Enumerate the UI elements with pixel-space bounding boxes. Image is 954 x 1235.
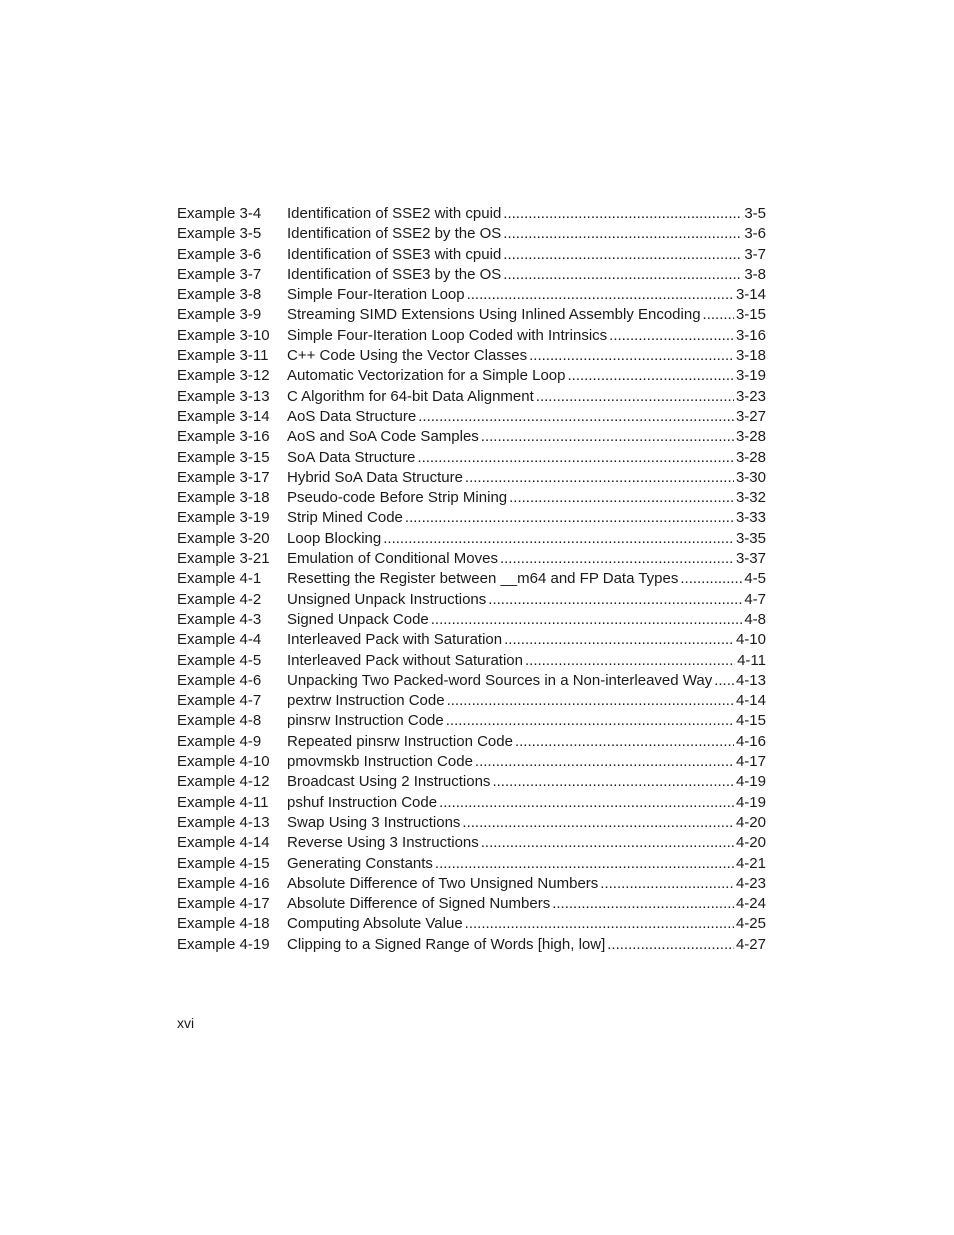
page-reference: 4-10 <box>735 631 766 649</box>
dot-leader <box>503 265 742 285</box>
example-number: Example 4-3 <box>177 610 262 628</box>
toc-entry <box>177 366 766 386</box>
toc-entry <box>177 569 766 589</box>
example-number: Example 3-13 <box>177 387 270 405</box>
example-number: Example 4-6 <box>177 671 262 689</box>
example-number: Example 4-10 <box>177 753 270 771</box>
page-reference: 4-13 <box>735 671 766 689</box>
example-number: Example 4-11 <box>177 793 269 811</box>
example-title: Absolute Difference of Signed Numbers <box>287 895 551 913</box>
dot-leader <box>417 448 734 468</box>
page-reference: 3-19 <box>735 367 766 385</box>
page-reference: 4-17 <box>735 753 766 771</box>
page-reference: 3-32 <box>735 489 766 507</box>
dot-leader <box>447 691 734 711</box>
toc-entry <box>177 305 766 325</box>
dot-leader <box>462 813 734 833</box>
toc-entry <box>177 894 766 914</box>
dot-leader <box>680 569 742 589</box>
toc-entry <box>177 326 766 346</box>
example-title: Signed Unpack Code <box>287 610 429 628</box>
dot-leader <box>465 914 734 934</box>
example-number: Example 4-15 <box>177 854 270 872</box>
toc-entry <box>177 508 766 528</box>
example-title: Emulation of Conditional Moves <box>287 550 498 568</box>
example-title: Broadcast Using 2 Instructions <box>287 773 491 791</box>
toc-entry <box>177 752 766 772</box>
example-title: Identification of SSE3 by the OS <box>287 265 502 283</box>
dot-leader <box>703 305 734 325</box>
page-reference: 3-16 <box>735 326 766 344</box>
toc-entry <box>177 285 766 305</box>
page-reference: 3-28 <box>735 448 766 466</box>
example-number: Example 3-12 <box>177 367 270 385</box>
toc-entry <box>177 854 766 874</box>
dot-leader <box>607 935 734 955</box>
page-reference: 4-21 <box>735 854 766 872</box>
dot-leader <box>503 245 742 265</box>
example-title: Swap Using 3 Instructions <box>287 813 461 831</box>
dot-leader <box>714 671 734 691</box>
example-title: Loop Blocking <box>287 529 382 547</box>
toc-entry <box>177 529 766 549</box>
dot-leader <box>503 224 742 244</box>
page-reference: 4-16 <box>735 732 766 750</box>
dot-leader <box>525 651 735 671</box>
dot-leader <box>609 326 734 346</box>
example-number: Example 4-17 <box>177 895 270 913</box>
page-reference: 4-24 <box>735 895 766 913</box>
dot-leader <box>492 772 734 792</box>
example-number: Example 4-5 <box>177 651 262 669</box>
page-reference: 3-35 <box>735 529 766 547</box>
toc-entry <box>177 427 766 447</box>
page-reference: 4-19 <box>735 773 766 791</box>
example-title: AoS and SoA Code Samples <box>287 428 479 446</box>
example-title: C++ Code Using the Vector Classes <box>287 347 528 365</box>
example-number: Example 3-21 <box>177 550 270 568</box>
example-number: Example 3-15 <box>177 448 270 466</box>
example-number: Example 4-19 <box>177 935 270 953</box>
toc-entry <box>177 813 766 833</box>
dot-leader <box>431 610 743 630</box>
example-title: Computing Absolute Value <box>287 915 463 933</box>
example-title: Interleaved Pack without Saturation <box>287 651 523 669</box>
example-number: Example 3-17 <box>177 468 270 486</box>
toc-entry <box>177 874 766 894</box>
example-number: Example 3-11 <box>177 347 269 365</box>
dot-leader <box>465 468 734 488</box>
toc-entry <box>177 590 766 610</box>
dot-leader <box>405 508 734 528</box>
dot-leader <box>439 793 734 813</box>
page-reference: 3-7 <box>744 245 766 263</box>
example-title: Streaming SIMD Extensions Using Inlined Assembly Encoding <box>287 306 701 324</box>
dot-leader <box>529 346 734 366</box>
dot-leader <box>418 407 734 427</box>
page-reference: 4-27 <box>735 935 766 953</box>
example-title: Repeated pinsrw Instruction Code <box>287 732 513 750</box>
toc-entry <box>177 651 766 671</box>
example-number: Example 4-18 <box>177 915 270 933</box>
page-reference: 3-15 <box>735 306 766 324</box>
toc-entry <box>177 772 766 792</box>
example-title: Resetting the Register between __m64 and FP Data Types <box>287 570 679 588</box>
page-reference: 4-23 <box>735 874 766 892</box>
toc-entry <box>177 387 766 407</box>
example-number: Example 3-16 <box>177 428 270 446</box>
example-title: pinsrw Instruction Code <box>287 712 444 730</box>
example-title: Unpacking Two Packed-word Sources in a Non-interleaved Way <box>287 671 713 689</box>
page-reference: 4-15 <box>735 712 766 730</box>
dot-leader <box>383 529 734 549</box>
toc-entry <box>177 793 766 813</box>
example-number: Example 3-5 <box>177 225 262 243</box>
page-reference: 3-18 <box>735 347 766 365</box>
page-reference: 3-27 <box>735 407 766 425</box>
page-reference: 4-8 <box>744 610 766 628</box>
toc-entry <box>177 549 766 569</box>
dot-leader <box>500 549 734 569</box>
page-reference: 3-8 <box>744 265 766 283</box>
example-title: Generating Constants <box>287 854 433 872</box>
example-number: Example 3-8 <box>177 286 262 304</box>
example-title: Clipping to a Signed Range of Words [high, low] <box>287 935 606 953</box>
example-title: pshuf Instruction Code <box>287 793 438 811</box>
toc-entry <box>177 914 766 934</box>
toc-entry <box>177 448 766 468</box>
table-of-examples <box>177 204 766 955</box>
example-number: Example 4-1 <box>177 570 262 588</box>
dot-leader <box>552 894 734 914</box>
toc-entry <box>177 468 766 488</box>
toc-entry <box>177 488 766 508</box>
example-title: Identification of SSE3 with cpuid <box>287 245 502 263</box>
page-reference: 3-14 <box>735 286 766 304</box>
toc-entry <box>177 346 766 366</box>
toc-entry <box>177 204 766 224</box>
page-reference: 3-5 <box>744 205 766 222</box>
dot-leader <box>446 711 734 731</box>
example-number: Example 3-14 <box>177 407 270 425</box>
example-number: Example 3-9 <box>177 306 262 324</box>
page-reference: 3-28 <box>735 428 766 446</box>
page-reference: 3-33 <box>735 509 766 527</box>
dot-leader <box>515 732 734 752</box>
toc-entry <box>177 935 766 955</box>
example-title: Automatic Vectorization for a Simple Loop <box>287 367 566 385</box>
example-title: AoS Data Structure <box>287 407 417 425</box>
example-title: Identification of SSE2 with cpuid <box>287 205 502 222</box>
example-number: Example 4-4 <box>177 631 262 649</box>
toc-entry <box>177 711 766 731</box>
page-reference: 4-20 <box>735 834 766 852</box>
example-number: Example 3-20 <box>177 529 270 547</box>
example-title: Identification of SSE2 by the OS <box>287 225 502 243</box>
example-number: Example 4-9 <box>177 732 262 750</box>
example-number: Example 3-19 <box>177 509 270 527</box>
dot-leader <box>567 366 733 386</box>
toc-entry <box>177 630 766 650</box>
example-number: Example 4-12 <box>177 773 270 791</box>
page-reference: 4-20 <box>735 813 766 831</box>
dot-leader <box>536 387 734 407</box>
example-title: Interleaved Pack with Saturation <box>287 631 503 649</box>
example-title: Absolute Difference of Two Unsigned Numbers <box>287 874 599 892</box>
example-number: Example 3-7 <box>177 265 262 283</box>
page-reference: 4-5 <box>744 570 766 588</box>
dot-leader <box>509 488 734 508</box>
example-number: Example 4-7 <box>177 692 262 710</box>
toc-entry <box>177 671 766 691</box>
example-title: Simple Four-Iteration Loop <box>287 286 465 304</box>
page-reference: 3-30 <box>735 468 766 486</box>
toc-entry <box>177 691 766 711</box>
toc-entry <box>177 833 766 853</box>
example-number: Example 4-14 <box>177 834 270 852</box>
dot-leader <box>467 285 734 305</box>
example-number: Example 3-4 <box>177 205 262 222</box>
toc-entry <box>177 732 766 752</box>
example-number: Example 3-10 <box>177 326 270 344</box>
example-number: Example 3-18 <box>177 489 270 507</box>
example-title: pmovmskb Instruction Code <box>287 753 473 771</box>
example-number: Example 3-6 <box>177 245 262 263</box>
example-title: SoA Data Structure <box>287 448 416 466</box>
example-title: Pseudo-code Before Strip Mining <box>287 489 508 507</box>
page-reference: 4-14 <box>735 692 766 710</box>
page-number: xvi <box>177 1015 195 1031</box>
dot-leader <box>504 630 734 650</box>
page-reference: 4-19 <box>735 793 766 811</box>
example-number: Example 4-13 <box>177 813 270 831</box>
example-number: Example 4-2 <box>177 590 262 608</box>
example-title: Strip Mined Code <box>287 509 403 527</box>
page-reference: 4-11 <box>737 651 766 669</box>
example-title: pextrw Instruction Code <box>287 692 445 710</box>
example-title: Hybrid SoA Data Structure <box>287 468 463 486</box>
page-reference: 4-7 <box>744 590 766 608</box>
toc-entry <box>177 224 766 244</box>
toc-entry <box>177 245 766 265</box>
dot-leader <box>503 204 742 224</box>
toc-entry <box>177 610 766 630</box>
example-title: Unsigned Unpack Instructions <box>287 590 487 608</box>
toc-entry <box>177 407 766 427</box>
example-title: Simple Four-Iteration Loop Coded with Intrinsics <box>287 326 608 344</box>
dot-leader <box>481 833 734 853</box>
example-number: Example 4-8 <box>177 712 262 730</box>
example-title: C Algorithm for 64-bit Data Alignment <box>287 387 534 405</box>
toc-entry <box>177 265 766 285</box>
example-number: Example 4-16 <box>177 874 270 892</box>
page-reference: 3-37 <box>735 550 766 568</box>
page-reference: 3-23 <box>735 387 766 405</box>
dot-leader <box>488 590 742 610</box>
dot-leader <box>481 427 734 447</box>
dot-leader <box>475 752 734 772</box>
example-title: Reverse Using 3 Instructions <box>287 834 479 852</box>
page-reference: 4-25 <box>735 915 766 933</box>
page-reference: 3-6 <box>744 225 766 243</box>
dot-leader <box>435 854 734 874</box>
dot-leader <box>600 874 734 894</box>
